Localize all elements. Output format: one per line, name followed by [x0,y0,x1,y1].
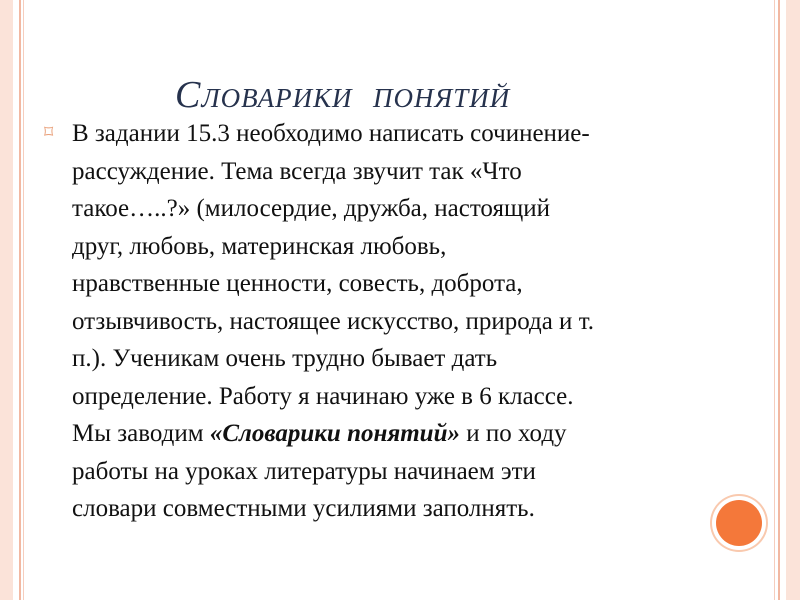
right-border-thin-line [774,0,775,600]
body-line: В задании 15.3 необходимо написать сочинение- [72,120,590,147]
bullet-icon: ⌑ [44,122,54,143]
body-line: отзывчивость, настоящее искусство, природа и т. [72,307,594,335]
left-border-band [0,0,13,600]
left-border-line [19,0,21,600]
body-line: определение. Работу я начинаю уже в 6 классе. [72,382,574,410]
body-line: такое…..?» (милосердие, дружба, настоящий [72,195,550,222]
body-line-with-emphasis [72,415,752,453]
body-line: работы на уроках литературы начинаем эти [72,457,536,485]
left-border-thin-line [23,0,24,600]
body-line: рассуждение. Тема всегда звучит так «Что [72,157,522,185]
slide-body [72,115,752,528]
right-border-band [786,0,800,600]
slide-title: Словарики понятий [175,74,511,116]
orange-circle-decoration [716,500,762,546]
body-line: словари совместными усилиями заполнять. [72,495,535,522]
right-border-line [778,0,780,600]
emphasized-term: «Словарики понятий» [209,420,460,447]
body-line: нравственные ценности, совесть, доброта, [72,270,523,297]
body-line: друг, любовь, материнская любовь, [72,232,447,260]
body-line: п.). Ученикам очень трудно бывает дать [72,345,498,372]
body-line-suffix: и по ходу [460,420,567,447]
body-line-prefix: Мы заводим [72,420,210,447]
